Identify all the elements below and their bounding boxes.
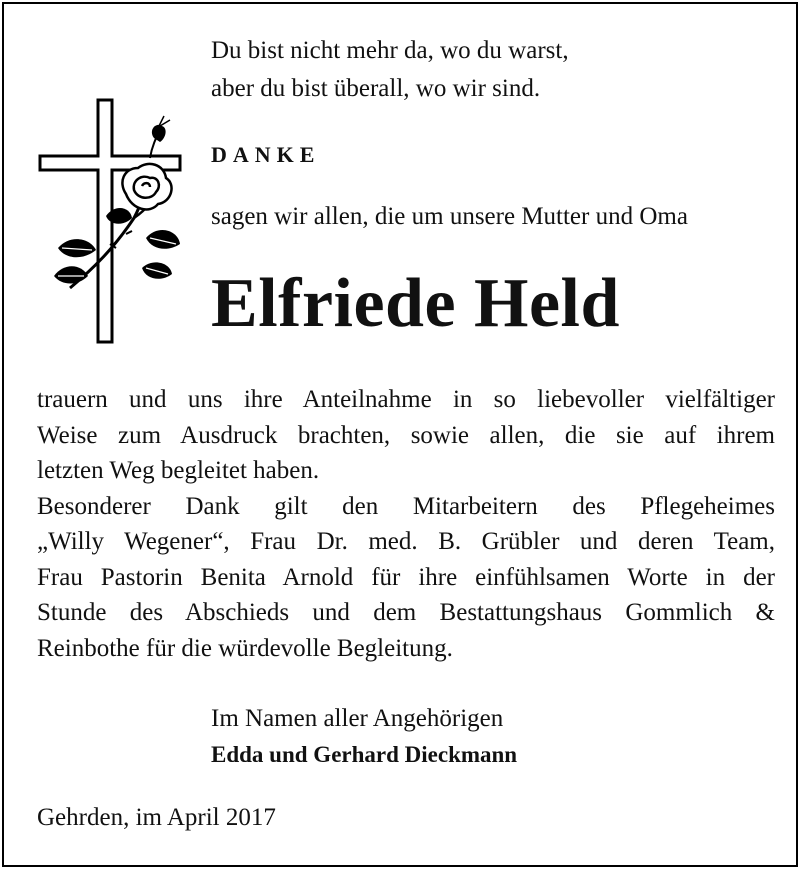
cross-with-rose-icon [34,98,194,348]
body-text [37,382,775,666]
signature-intro: Im Namen aller Angehörigen [211,705,504,732]
body-line: Frau Pastorin Benita Arnold für ihre einfühlsamen Worte in der [37,563,775,591]
body-line: Weise zum Ausdruck brachten, sowie allen, die sie auf ihrem [37,421,775,449]
signature-names: Edda und Gerhard Dieckmann [211,742,518,767]
deceased-name: Elfriede Held [211,265,620,342]
body-line: letzten Weg begleitet haben. [37,457,320,484]
body-line: Reinbothe für die würdevolle Begleitung. [37,634,453,662]
body-line: Stunde des Abschieds und dem Bestattungshaus Gommlich & [37,599,775,626]
body-line: Besonderer Dank gilt den Mitarbeitern des Pflegeheimes [37,492,775,520]
obituary-notice [2,2,798,867]
place-date: Gehrden, im April 2017 [37,804,276,831]
motto-line-2: aber du bist überall, wo wir sind. [211,75,541,102]
body-line: trauern und uns ihre Anteilnahme in so liebevoller vielfältiger [37,386,775,413]
body-line: „Willy Wegener“, Frau Dr. med. B. Grübler und deren Team, [37,528,775,555]
heading-danke: DANKE [211,142,321,167]
intro-text: sagen wir allen, die um unsere Mutter und Oma [211,203,688,230]
motto-line-1: Du bist nicht mehr da, wo du warst, [211,37,569,64]
